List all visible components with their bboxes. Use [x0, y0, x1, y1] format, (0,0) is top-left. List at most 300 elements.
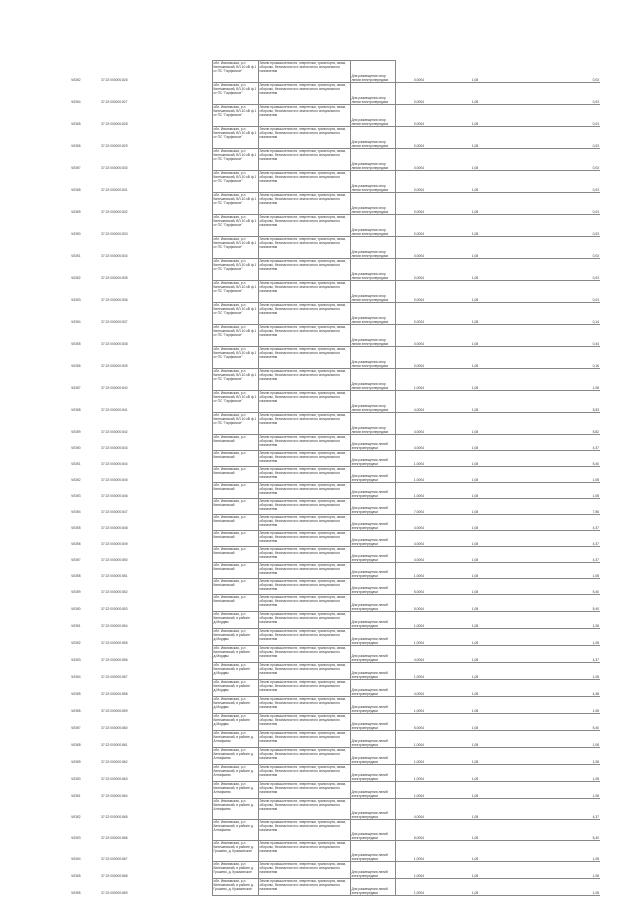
permitted-use: Для размещения линий электропередачи — [350, 697, 395, 714]
row-number: Чб3б8 — [71, 743, 81, 748]
row-number: Чб3б8 — [71, 574, 81, 579]
location-address: обл. Ивановская, р-н Кинешемский — [212, 579, 258, 595]
table-row — [70, 325, 600, 347]
coefficient-value: 1,08 — [425, 193, 525, 215]
row-number: Чб3б5 — [71, 122, 81, 127]
cadastral-number: 37:22:000000:844 — [101, 462, 128, 467]
permitted-use: Для размещения линий электропередачи — [350, 467, 395, 483]
document-page — [70, 60, 600, 896]
cadastral-number: 37:22:000000:849 — [101, 542, 128, 547]
row-number: Чб3б6 — [71, 144, 81, 149]
row-number: Чб3б8 — [71, 408, 81, 413]
row-number: Чб3б2 — [71, 478, 81, 483]
table-row — [70, 841, 600, 862]
land-category: Земли промышленности, энергетики, транспорта, связи, обороны, безопасности и земли иного специального назначения — [258, 451, 350, 467]
location-address: обл. Ивановская, р-н Кинешемский, в районе д.Мордвы — [212, 714, 258, 731]
permitted-use: Для размещения линий электропередачи — [350, 579, 395, 595]
permitted-use: Для размещения опор линии электропередачи — [350, 303, 395, 325]
cadastral-number: 37:22:000000:856 — [101, 658, 128, 663]
table-row — [70, 435, 600, 451]
coefficient-value: 1,08 — [425, 149, 525, 171]
row-number: Чб3б6 — [71, 364, 81, 369]
location-address: обл. Ивановская, р-н Кинешемский, ВЛ-10 кВ ф.1 от ПС "Гарфинкое" — [212, 391, 258, 413]
land-category: Земли промышленности, энергетики, транспорта, связи, обороны, безопасности и земли иного специального назначения — [258, 547, 350, 563]
land-category: Земли промышленности, энергетики, транспорта, связи, обороны, безопасности и земли иного специального назначения — [258, 215, 350, 237]
total-value: 4,37 — [525, 515, 600, 531]
table-row — [70, 83, 600, 105]
coefficient-value: 1,08 — [425, 467, 525, 483]
table-row — [70, 595, 600, 612]
location-address: обл. Ивановская, р-н Кинешемский, ВЛ-10 кВ ф.1 от ПС "Гарфинкое" — [212, 193, 258, 215]
permitted-use: Для размещения опор линии электропередачи — [350, 215, 395, 237]
location-address: обл. Ивановская, р-н Кинешемский, ВЛ-10 кВ ф.1 от ПС "Гарфинкое" — [212, 149, 258, 171]
location-address: обл. Ивановская, р-н Кинешемский — [212, 515, 258, 531]
land-category: Земли промышленности, энергетики, транспорта, связи, обороны, безопасности и земли иного специального назначения — [258, 435, 350, 451]
permitted-use: Для размещения опор линии электропередачи — [350, 369, 395, 391]
cadastral-number: 37:22:000000:853 — [101, 607, 128, 612]
land-category: Земли промышленности, энергетики, транспорта, связи, обороны, безопасности и земли иного специального назначения — [258, 579, 350, 595]
row-number: Чб3б3 — [71, 836, 81, 841]
cadastral-number: 37:22:000000:826 — [101, 78, 128, 83]
land-category: Земли промышленности, энергетики, транспорта, связи, обороны, безопасности и земли иного специального назначения — [258, 467, 350, 483]
coefficient-value: 1,08 — [425, 105, 525, 127]
total-value: 0,03 — [525, 105, 600, 127]
total-value: 5,40 — [525, 579, 600, 595]
total-value: 0,44 — [525, 325, 600, 347]
area-value: 0,0004 — [395, 237, 425, 259]
cadastral-number: 37:22:000000:861 — [101, 743, 128, 748]
area-value: 0,0004 — [395, 61, 425, 83]
coefficient-value: 1,08 — [425, 171, 525, 193]
permitted-use: Для размещения опор линии электропередачи — [350, 325, 395, 347]
table-row — [70, 391, 600, 413]
location-address: обл. Ивановская, р-н Кинешемский, ВЛ-10 кВ ф.1 от ПС "Гарфинкое" — [212, 325, 258, 347]
coefficient-value: 1,08 — [425, 483, 525, 499]
total-value: 1,08 — [525, 748, 600, 765]
land-category: Земли промышленности, энергетики, транспорта, связи, обороны, безопасности и земли иного специального назначения — [258, 83, 350, 105]
total-value: 1,08 — [525, 369, 600, 391]
location-address: обл. Ивановская, р-н Кинешемский — [212, 499, 258, 515]
land-category: Земли промышленности, энергетики, транспорта, связи, обороны, безопасности и земли иного специального назначения — [258, 391, 350, 413]
land-category: Земли промышленности, энергетики, транспорта, связи, обороны, безопасности и земли иного специального назначения — [258, 499, 350, 515]
table-row — [70, 347, 600, 369]
row-number: Чб3б9 — [71, 210, 81, 215]
land-category: Земли промышленности, энергетики, транспорта, связи, обороны, безопасности и земли иного специального назначения — [258, 612, 350, 629]
area-value: 1,0004 — [395, 748, 425, 765]
table-row — [70, 303, 600, 325]
coefficient-value: 1,08 — [425, 435, 525, 451]
cadastral-number: 37:22:000000:843 — [101, 446, 128, 451]
table-row — [70, 451, 600, 467]
row-number: Чб3б0 — [71, 232, 81, 237]
location-address: обл. Ивановская, р-н Кинешемский, ВЛ-10 кВ ф.1 от ПС "Гарфинкое" — [212, 303, 258, 325]
coefficient-value: 1,08 — [425, 303, 525, 325]
location-address: обл. Ивановская, р-н Кинешемский, в районе д. Грошево, д. Кузьминское — [212, 862, 258, 879]
cadastral-number: 37:22:000000:840 — [101, 386, 128, 391]
land-category: Земли промышленности, энергетики, транспорта, связи, обороны, безопасности и земли иного специального назначения — [258, 799, 350, 820]
coefficient-value: 1,08 — [425, 61, 525, 83]
land-category: Земли промышленности, энергетики, транспорта, связи, обороны, безопасности и земли иного специального назначения — [258, 303, 350, 325]
row-number: Чб3б5 — [71, 342, 81, 347]
land-plots-table — [70, 60, 600, 896]
area-value: 0,0004 — [395, 259, 425, 281]
area-value: 5,0004 — [395, 595, 425, 612]
location-address: обл. Ивановская, р-н Кинешемский, в районе д. Алтафьево — [212, 820, 258, 841]
permitted-use: Для размещения линий электропередачи — [350, 879, 395, 896]
permitted-use: Для размещения линий электропередачи — [350, 451, 395, 467]
total-value: 0,03 — [525, 215, 600, 237]
total-value: 4,37 — [525, 646, 600, 663]
table-row — [70, 127, 600, 149]
cadastral-number: 37:22:000000:836 — [101, 298, 128, 303]
coefficient-value: 1,08 — [425, 347, 525, 369]
cadastral-number: 37:22:000000:830 — [101, 166, 128, 171]
total-value: 5,40 — [525, 451, 600, 467]
row-number: Чб3б4 — [71, 675, 81, 680]
coefficient-value: 1,08 — [425, 83, 525, 105]
cadastral-number: 37:22:000000:832 — [101, 210, 128, 215]
location-address: обл. Ивановская, р-н Кинешемский — [212, 595, 258, 612]
total-value: 0,03 — [525, 83, 600, 105]
location-address: обл. Ивановская, р-н Кинешемский, ВЛ-10 кВ ф.1 от ПС "Гарфинкое" — [212, 347, 258, 369]
land-category: Земли промышленности, энергетики, транспорта, связи, обороны, безопасности и земли иного специального назначения — [258, 646, 350, 663]
area-value: 0,0004 — [395, 281, 425, 303]
area-value: 0,0024 — [395, 303, 425, 325]
location-address: обл. Ивановская, р-н Кинешемский — [212, 435, 258, 451]
table-row — [70, 215, 600, 237]
cadastral-number: 37:22:000000:855 — [101, 641, 128, 646]
cadastral-number: 37:22:000000:835 — [101, 276, 128, 281]
table-row — [70, 563, 600, 579]
area-value: 1,0004 — [395, 731, 425, 748]
location-address: обл. Ивановская, р-н Кинешемский, в районе д. Грошево, д. Кузьминское — [212, 841, 258, 862]
area-value: 1,0004 — [395, 663, 425, 680]
table-row — [70, 820, 600, 841]
total-value: 4,48 — [525, 680, 600, 697]
coefficient-value: 1,08 — [425, 748, 525, 765]
coefficient-value: 1,08 — [425, 731, 525, 748]
row-number: Чб3б3 — [71, 298, 81, 303]
land-category: Земли промышленности, энергетики, транспорта, связи, обороны, безопасности и земли иного специального назначения — [258, 820, 350, 841]
land-category: Земли промышленности, энергетики, транспорта, связи, обороны, безопасности и земли иного специального назначения — [258, 149, 350, 171]
table-row — [70, 171, 600, 193]
row-number: Чб3б9 — [71, 430, 81, 435]
coefficient-value: 1,08 — [425, 782, 525, 799]
cadastral-number: 37:22:000000:866 — [101, 836, 128, 841]
permitted-use: Для размещения линий электропередачи — [350, 862, 395, 879]
row-number: Чб3б2 — [71, 641, 81, 646]
land-category: Земли промышленности, энергетики, транспорта, связи, обороны, безопасности и земли иного специального назначения — [258, 483, 350, 499]
permitted-use: Для размещения опор линии электропередачи — [350, 237, 395, 259]
area-value: 0,0004 — [395, 105, 425, 127]
cadastral-number: 37:22:000000:860 — [101, 726, 128, 731]
permitted-use: Для размещения линий электропередачи — [350, 782, 395, 799]
total-value: 1,08 — [525, 483, 600, 499]
permitted-use: Для размещения опор линии электропередачи — [350, 413, 395, 435]
row-number: Чб3б8 — [71, 188, 81, 193]
location-address: обл. Ивановская, р-н Кинешемский — [212, 531, 258, 547]
location-address: обл. Ивановская, р-н Кинешемский, в районе д. Грошево, д. Кузьминское — [212, 879, 258, 896]
land-category: Земли промышленности, энергетики, транспорта, связи, обороны, безопасности и земли иного специального назначения — [258, 841, 350, 862]
permitted-use: Для размещения линий электропередачи — [350, 841, 395, 862]
coefficient-value: 1,08 — [425, 215, 525, 237]
land-category: Земли промышленности, энергетики, транспорта, связи, обороны, безопасности и земли иного специального назначения — [258, 281, 350, 303]
total-value: 0,03 — [525, 259, 600, 281]
table-row — [70, 646, 600, 663]
location-address: обл. Ивановская, р-н Кинешемский, в районе д.Мордвы — [212, 646, 258, 663]
table-row — [70, 369, 600, 391]
coefficient-value: 1,08 — [425, 799, 525, 820]
area-value: 1,0004 — [395, 612, 425, 629]
coefficient-value: 1,08 — [425, 281, 525, 303]
permitted-use: Для размещения линий электропередачи — [350, 531, 395, 547]
permitted-use: Для размещения линий электропередачи — [350, 547, 395, 563]
cadastral-number: 37:22:000000:839 — [101, 364, 128, 369]
total-value: 4,37 — [525, 799, 600, 820]
permitted-use: Для размещения опор линии электропередачи — [350, 259, 395, 281]
total-value: 5,40 — [525, 595, 600, 612]
land-category: Земли промышленности, энергетики, транспорта, связи, обороны, безопасности и земли иного специального назначения — [258, 663, 350, 680]
land-category: Земли промышленности, энергетики, транспорта, связи, обороны, безопасности и земли иного специального назначения — [258, 237, 350, 259]
row-number: Чб3б2 — [71, 815, 81, 820]
cadastral-number: 37:22:000000:831 — [101, 188, 128, 193]
total-value: 1,08 — [525, 612, 600, 629]
total-value: 0,03 — [525, 61, 600, 83]
coefficient-value: 1,08 — [425, 595, 525, 612]
area-value: 0,0004 — [395, 149, 425, 171]
total-value: 1,08 — [525, 629, 600, 646]
permitted-use: Для размещения линий электропередачи — [350, 799, 395, 820]
permitted-use: Для размещения опор линии электропередачи — [350, 171, 395, 193]
land-category: Земли промышленности, энергетики, транспорта, связи, обороны, безопасности и земли иного специального назначения — [258, 193, 350, 215]
total-value: 0,03 — [525, 127, 600, 149]
coefficient-value: 1,08 — [425, 663, 525, 680]
cadastral-number: 37:22:000000:847 — [101, 510, 128, 515]
total-value: 4,37 — [525, 547, 600, 563]
permitted-use: Для размещения линий электропередачи — [350, 765, 395, 782]
location-address: обл. Ивановская, р-н Кинешемский — [212, 451, 258, 467]
location-address: обл. Ивановская, р-н Кинешемский, ВЛ-10 кВ ф.1 от ПС "Гарфинкое" — [212, 281, 258, 303]
total-value: 0,03 — [525, 193, 600, 215]
location-address: обл. Ивановская, р-н Кинешемский, ВЛ-10 кВ ф.1 от ПС "Гарфинкое" — [212, 413, 258, 435]
coefficient-value: 1,08 — [425, 579, 525, 595]
permitted-use: Для размещения линий электропередачи — [350, 663, 395, 680]
land-category: Земли промышленности, энергетики, транспорта, связи, обороны, безопасности и земли иного специального назначения — [258, 680, 350, 697]
table-row — [70, 105, 600, 127]
total-value: 4,37 — [525, 435, 600, 451]
cadastral-number: 37:22:000000:858 — [101, 692, 128, 697]
area-value: 4,0004 — [395, 435, 425, 451]
total-value: 0,03 — [525, 149, 600, 171]
area-value: 1,0004 — [395, 697, 425, 714]
land-category: Земли промышленности, энергетики, транспорта, связи, обороны, безопасности и земли иного специального назначения — [258, 879, 350, 896]
land-category: Земли промышленности, энергетики, транспорта, связи, обороны, безопасности и земли иного специального назначения — [258, 61, 350, 83]
total-value: 7,56 — [525, 499, 600, 515]
cadastral-number: 37:22:000000:845 — [101, 478, 128, 483]
land-category: Земли промышленности, энергетики, транспорта, связи, обороны, безопасности и земли иного специального назначения — [258, 127, 350, 149]
land-category: Земли промышленности, энергетики, транспорта, связи, обороны, безопасности и земли иного специального назначения — [258, 259, 350, 281]
area-value: 1,0004 — [395, 467, 425, 483]
cadastral-number: 37:22:000000:837 — [101, 320, 128, 325]
row-number: Чб3б9 — [71, 590, 81, 595]
total-value: 0,16 — [525, 347, 600, 369]
location-address: обл. Ивановская, р-н Кинешемский, ВЛ-10 кВ ф.1 от ПС "Гарфинкое" — [212, 83, 258, 105]
total-value: 0,03 — [525, 171, 600, 193]
land-category: Земли промышленности, энергетики, транспорта, связи, обороны, безопасности и земли иного специального назначения — [258, 862, 350, 879]
table-row — [70, 748, 600, 765]
coefficient-value: 1,08 — [425, 127, 525, 149]
cadastral-number: 37:22:000000:841 — [101, 408, 128, 413]
table-body — [70, 61, 600, 896]
area-value: 5,0004 — [395, 820, 425, 841]
cadastral-number: 37:22:000000:857 — [101, 675, 128, 680]
permitted-use: Для размещения опор линии электропередачи — [350, 149, 395, 171]
total-value: 0,03 — [525, 237, 600, 259]
land-category: Земли промышленности, энергетики, транспорта, связи, обороны, безопасности и земли иного специального назначения — [258, 347, 350, 369]
coefficient-value: 1,08 — [425, 413, 525, 435]
location-address: обл. Ивановская, р-н Кинешемский, ВЛ-10 кВ ф.1 от ПС "Гарфинкое" — [212, 237, 258, 259]
table-row — [70, 499, 600, 515]
area-value: 1,0004 — [395, 629, 425, 646]
land-category: Земли промышленности, энергетики, транспорта, связи, обороны, безопасности и земли иного специального назначения — [258, 595, 350, 612]
total-value: 4,37 — [525, 531, 600, 547]
location-address: обл. Ивановская, р-н Кинешемский, в районе д. Алтафьево — [212, 748, 258, 765]
coefficient-value: 1,08 — [425, 547, 525, 563]
coefficient-value: 1,08 — [425, 820, 525, 841]
land-category: Земли промышленности, энергетики, транспорта, связи, обороны, безопасности и земли иного специального назначения — [258, 765, 350, 782]
area-value: 5,0004 — [395, 714, 425, 731]
row-number: Чб3б0 — [71, 777, 81, 782]
land-category: Земли промышленности, энергетики, транспорта, связи, обороны, безопасности и земли иного специального назначения — [258, 563, 350, 579]
coefficient-value: 1,08 — [425, 646, 525, 663]
table-row — [70, 61, 600, 83]
total-value: 5,40 — [525, 820, 600, 841]
permitted-use: Для размещения линий электропередачи — [350, 595, 395, 612]
permitted-use: Для размещения линий электропередачи — [350, 646, 395, 663]
coefficient-value: 1,08 — [425, 531, 525, 547]
row-number: Чб3б9 — [71, 760, 81, 765]
row-number: Чб3б5 — [71, 526, 81, 531]
table-row — [70, 193, 600, 215]
location-address: обл. Ивановская, р-н Кинешемский, в районе д.Мордвы — [212, 629, 258, 646]
row-number: Чб3б6 — [71, 709, 81, 714]
location-address: обл. Ивановская, р-н Кинешемский, ВЛ-10 кВ ф.1 от ПС "Гарфинкое" — [212, 259, 258, 281]
coefficient-value: 1,08 — [425, 697, 525, 714]
total-value: 1,08 — [525, 862, 600, 879]
area-value: 1,0004 — [395, 879, 425, 896]
area-value: 4,0004 — [395, 515, 425, 531]
row-number: Чб3б6 — [71, 542, 81, 547]
cadastral-number: 37:22:000000:846 — [101, 494, 128, 499]
area-value: 1,0004 — [395, 765, 425, 782]
area-value: 7,0004 — [395, 499, 425, 515]
total-value: 1,08 — [525, 663, 600, 680]
cadastral-number: 37:22:000000:868 — [101, 874, 128, 879]
permitted-use: Для размещения опор линии электропередачи — [350, 281, 395, 303]
area-value: 4,0004 — [395, 799, 425, 820]
permitted-use: Для размещения линий электропередачи — [350, 731, 395, 748]
land-category: Земли промышленности, энергетики, транспорта, связи, обороны, безопасности и земли иного специального назначения — [258, 731, 350, 748]
permitted-use: Для размещения линий электропередачи — [350, 820, 395, 841]
table-row — [70, 259, 600, 281]
land-category: Земли промышленности, энергетики, транспорта, связи, обороны, безопасности и земли иного специального назначения — [258, 369, 350, 391]
location-address: обл. Ивановская, р-н Кинешемский — [212, 547, 258, 563]
land-category: Земли промышленности, энергетики, транспорта, связи, обороны, безопасности и земли иного специального назначения — [258, 748, 350, 765]
area-value: 1,0004 — [395, 483, 425, 499]
table-row — [70, 547, 600, 563]
coefficient-value: 1,08 — [425, 841, 525, 862]
area-value: 1,0004 — [395, 782, 425, 799]
table-row — [70, 612, 600, 629]
table-row — [70, 413, 600, 435]
row-number: Чб3б1 — [71, 462, 81, 467]
land-category: Земли промышленности, энергетики, транспорта, связи, обороны, безопасности и земли иного специального назначения — [258, 325, 350, 347]
table-row — [70, 531, 600, 547]
location-address: обл. Ивановская, р-н Кинешемский, ВЛ-10 кВ ф.1 от ПС "Гарфинкое" — [212, 215, 258, 237]
cadastral-number: 37:22:000000:859 — [101, 709, 128, 714]
row-number: Чб3б6 — [71, 891, 81, 896]
area-value: 1,0004 — [395, 841, 425, 862]
location-address: обл. Ивановская, р-н Кинешемский, ВЛ-10 кВ ф.1 от ПС "Гарфинкое" — [212, 105, 258, 127]
table-row — [70, 281, 600, 303]
area-value: 4,0004 — [395, 413, 425, 435]
total-value: 1,08 — [525, 467, 600, 483]
location-address: обл. Ивановская, р-н Кинешемский, ВЛ-10 кВ ф.1 от ПС "Гарфинкое" — [212, 171, 258, 193]
cadastral-number: 37:22:000000:863 — [101, 777, 128, 782]
cadastral-number: 37:22:000000:852 — [101, 590, 128, 595]
area-value: 5,0004 — [395, 579, 425, 595]
table-row — [70, 765, 600, 782]
row-number: Чб3б5 — [71, 874, 81, 879]
row-number: Чб3б2 — [71, 78, 81, 83]
land-category: Земли промышленности, энергетики, транспорта, связи, обороны, безопасности и земли иного специального назначения — [258, 531, 350, 547]
row-number: Чб3б1 — [71, 624, 81, 629]
cadastral-number: 37:22:000000:838 — [101, 342, 128, 347]
land-category: Земли промышленности, энергетики, транспорта, связи, обороны, безопасности и земли иного специального назначения — [258, 515, 350, 531]
cadastral-number: 37:22:000000:864 — [101, 794, 128, 799]
cadastral-number: 37:22:000000:834 — [101, 254, 128, 259]
table-row — [70, 879, 600, 896]
area-value: 4,0004 — [395, 680, 425, 697]
permitted-use: Для размещения линий электропередачи — [350, 629, 395, 646]
table-row — [70, 467, 600, 483]
row-number: Чб3б2 — [71, 276, 81, 281]
row-number: Чб3б7 — [71, 386, 81, 391]
permitted-use: Для размещения линий электропередачи — [350, 612, 395, 629]
cadastral-number: 37:22:000000:869 — [101, 891, 128, 896]
land-category: Земли промышленности, энергетики, транспорта, связи, обороны, безопасности и земли иного специального назначения — [258, 413, 350, 435]
coefficient-value: 1,08 — [425, 862, 525, 879]
permitted-use: Для размещения линий электропередачи — [350, 435, 395, 451]
location-address: обл. Ивановская, р-н Кинешемский, в районе д. Алтафьево — [212, 782, 258, 799]
area-value: 0,0004 — [395, 347, 425, 369]
area-value: 1,0004 — [395, 862, 425, 879]
coefficient-value: 1,08 — [425, 629, 525, 646]
row-number: Чб3б7 — [71, 558, 81, 563]
cadastral-number: 37:22:000000:848 — [101, 526, 128, 531]
row-number: Чб3б4 — [71, 100, 81, 105]
permitted-use: Для размещения опор линии электропередачи — [350, 193, 395, 215]
row-number: Чб3б0 — [71, 607, 81, 612]
area-value: 1,0004 — [395, 451, 425, 467]
permitted-use: Для размещения опор линии электропередачи — [350, 83, 395, 105]
cadastral-number: 37:22:000000:867 — [101, 857, 128, 862]
area-value: 4,0004 — [395, 391, 425, 413]
location-address: обл. Ивановская, р-н Кинешемский — [212, 563, 258, 579]
total-value: 5,82 — [525, 413, 600, 435]
coefficient-value: 1,08 — [425, 237, 525, 259]
total-value: 0,14 — [525, 303, 600, 325]
